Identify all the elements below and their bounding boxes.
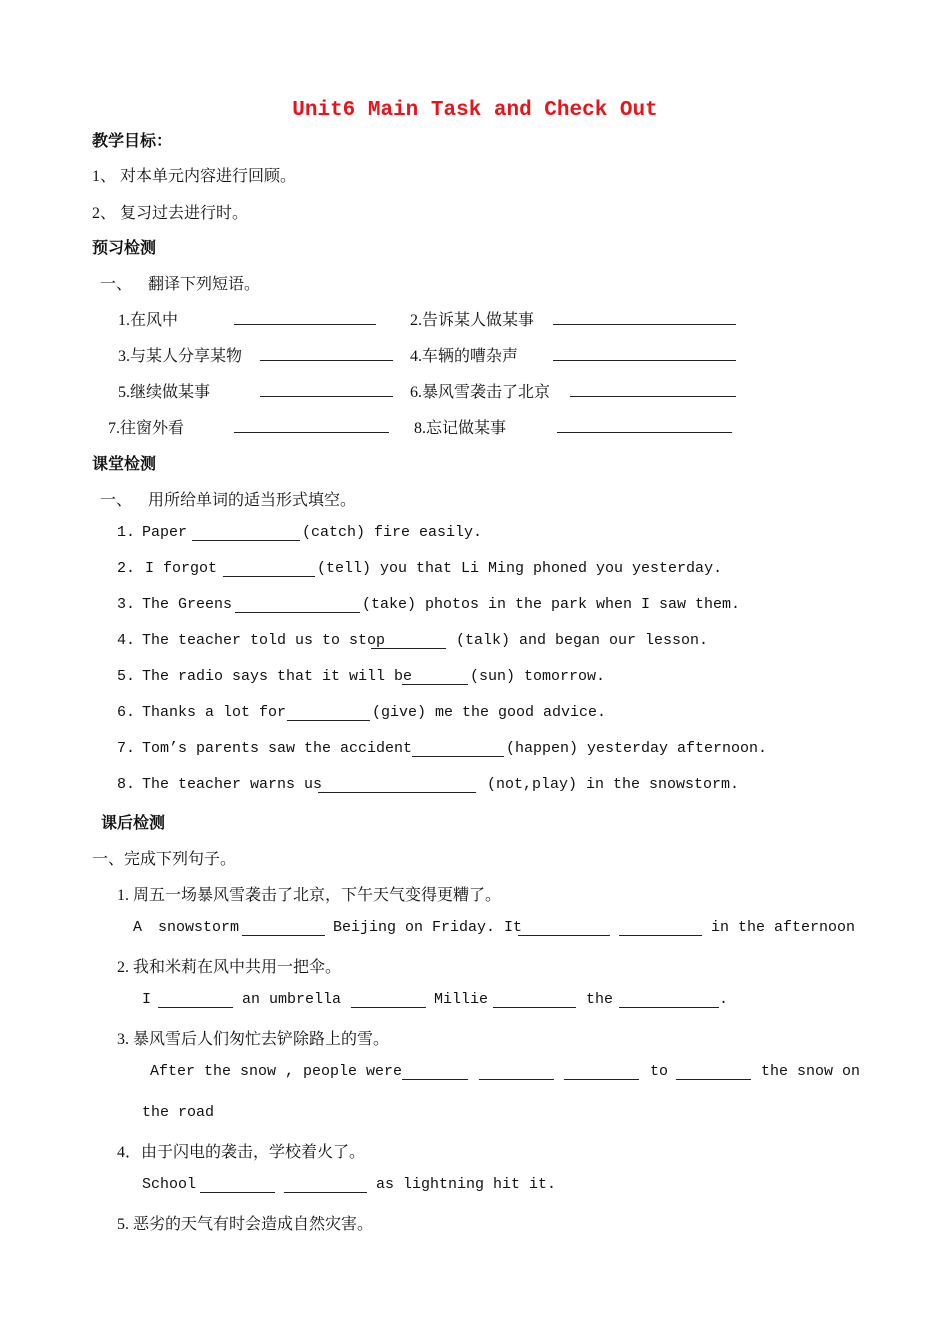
item-text: (tell) you that Li Ming phoned you yesterday.: [317, 560, 723, 577]
answer-blank[interactable]: [553, 324, 736, 325]
item-text: (not,play) in the snowstorm.: [487, 776, 740, 793]
question-cn: 1. 周五一场暴风雪袭击了北京，下午天气变得更糟了。: [117, 887, 502, 904]
answer-blank[interactable]: [351, 1007, 426, 1008]
item-text: I forgot: [145, 560, 218, 577]
answer-blank[interactable]: [570, 396, 736, 397]
answer-blank[interactable]: [287, 720, 370, 721]
classroom-heading: 课堂检测: [92, 456, 157, 473]
phrase-item: 2.告诉某人做某事: [410, 312, 535, 329]
answer-blank[interactable]: [479, 1079, 554, 1080]
answer-blank[interactable]: [518, 935, 610, 936]
item-text: Paper: [142, 524, 188, 541]
preview-heading: 预习检测: [92, 240, 157, 257]
answer-blank[interactable]: [158, 1007, 233, 1008]
answer-blank[interactable]: [242, 935, 325, 936]
objective-item: 1、 对本单元内容进行回顾。: [92, 168, 297, 185]
item-text: the road: [142, 1104, 215, 1121]
answer-blank[interactable]: [260, 360, 393, 361]
answer-blank[interactable]: [493, 1007, 576, 1008]
item-text: the: [586, 991, 614, 1008]
item-number: 3.: [117, 596, 136, 613]
answer-blank[interactable]: [557, 432, 732, 433]
item-text: snowstorm: [158, 919, 240, 936]
item-number: 7.: [117, 740, 136, 757]
phrase-item: 1.在风中: [118, 312, 179, 329]
objective-item: 2、 复习过去进行时。: [92, 205, 249, 222]
answer-blank[interactable]: [619, 935, 702, 936]
item-text: The teacher warns us: [142, 776, 323, 793]
item-text: as lightning hit it.: [376, 1176, 557, 1193]
item-number: 2.: [117, 560, 136, 577]
item-text: an umbrella: [242, 991, 342, 1008]
answer-blank[interactable]: [200, 1192, 275, 1193]
question-cn: 3. 暴风雪后人们匆忙去铲除路上的雪。: [117, 1031, 390, 1048]
item-number: 6.: [117, 704, 136, 721]
item-number: 5.: [117, 668, 136, 685]
answer-blank[interactable]: [318, 792, 476, 793]
phrase-item: 4.车辆的嘈杂声: [410, 348, 519, 365]
item-text: (catch) fire easily.: [302, 524, 483, 541]
answer-blank[interactable]: [553, 360, 736, 361]
item-text: Tom’s parents saw the accident: [142, 740, 413, 757]
phrase-item: 6.暴风雪袭击了北京: [410, 384, 551, 401]
item-text: After the snow , people were: [150, 1063, 403, 1080]
item-text: (take) photos in the park when I saw them.: [362, 596, 741, 613]
item-text: The radio says that it will be: [142, 668, 413, 685]
item-text: to: [650, 1063, 669, 1080]
item-text: (talk) and began our lesson.: [456, 632, 709, 649]
classroom-instruction: 一、 用所给单词的适当形式填空。: [100, 492, 357, 509]
answer-blank[interactable]: [676, 1079, 751, 1080]
question-cn: 5. 恶劣的天气有时会造成自然灾害。: [117, 1216, 374, 1233]
item-text: .: [719, 991, 729, 1008]
item-text: the snow on: [761, 1063, 861, 1080]
answer-blank[interactable]: [619, 1007, 719, 1008]
item-text: (sun) tomorrow.: [470, 668, 606, 685]
item-text: Beijing on Friday. It: [333, 919, 523, 936]
answer-blank[interactable]: [235, 612, 360, 613]
after-instruction: 一、完成下列句子。: [92, 851, 237, 868]
answer-blank[interactable]: [260, 396, 393, 397]
answer-blank[interactable]: [564, 1079, 639, 1080]
answer-blank[interactable]: [402, 1079, 468, 1080]
item-text: (give) me the good advice.: [372, 704, 607, 721]
phrase-item: 3.与某人分享某物: [118, 348, 243, 365]
phrase-item: 5.继续做某事: [118, 384, 211, 401]
item-text: School: [142, 1176, 197, 1193]
answer-blank[interactable]: [412, 756, 504, 757]
item-number: 4.: [117, 632, 136, 649]
item-text: Millie: [434, 991, 489, 1008]
item-number: 1.: [117, 524, 136, 541]
after-heading: 课后检测: [101, 815, 166, 832]
page-title: Unit6 Main Task and Check Out: [292, 99, 658, 122]
objectives-heading: 教学目标：: [92, 133, 173, 150]
item-text: Thanks a lot for: [142, 704, 287, 721]
answer-blank[interactable]: [284, 1192, 367, 1193]
item-text: (happen) yesterday afternoon.: [506, 740, 768, 757]
phrase-item: 7.往窗外看: [108, 420, 185, 437]
item-text: The teacher told us to stop: [142, 632, 386, 649]
question-cn: 4．由于闪电的袭击，学校着火了。: [117, 1144, 366, 1161]
item-text: in the afternoon: [711, 919, 856, 936]
answer-blank[interactable]: [223, 576, 315, 577]
item-text: The Greens: [142, 596, 233, 613]
preview-instruction: 一、 翻译下列短语。: [100, 276, 261, 293]
phrase-item: 8.忘记做某事: [414, 420, 507, 437]
question-cn: 2. 我和米莉在风中共用一把伞。: [117, 959, 342, 976]
item-text: A: [133, 919, 143, 936]
answer-blank[interactable]: [371, 648, 446, 649]
item-text: I: [142, 991, 152, 1008]
answer-blank[interactable]: [402, 684, 468, 685]
answer-blank[interactable]: [234, 324, 376, 325]
answer-blank[interactable]: [192, 540, 300, 541]
answer-blank[interactable]: [234, 432, 389, 433]
item-number: 8.: [117, 776, 136, 793]
